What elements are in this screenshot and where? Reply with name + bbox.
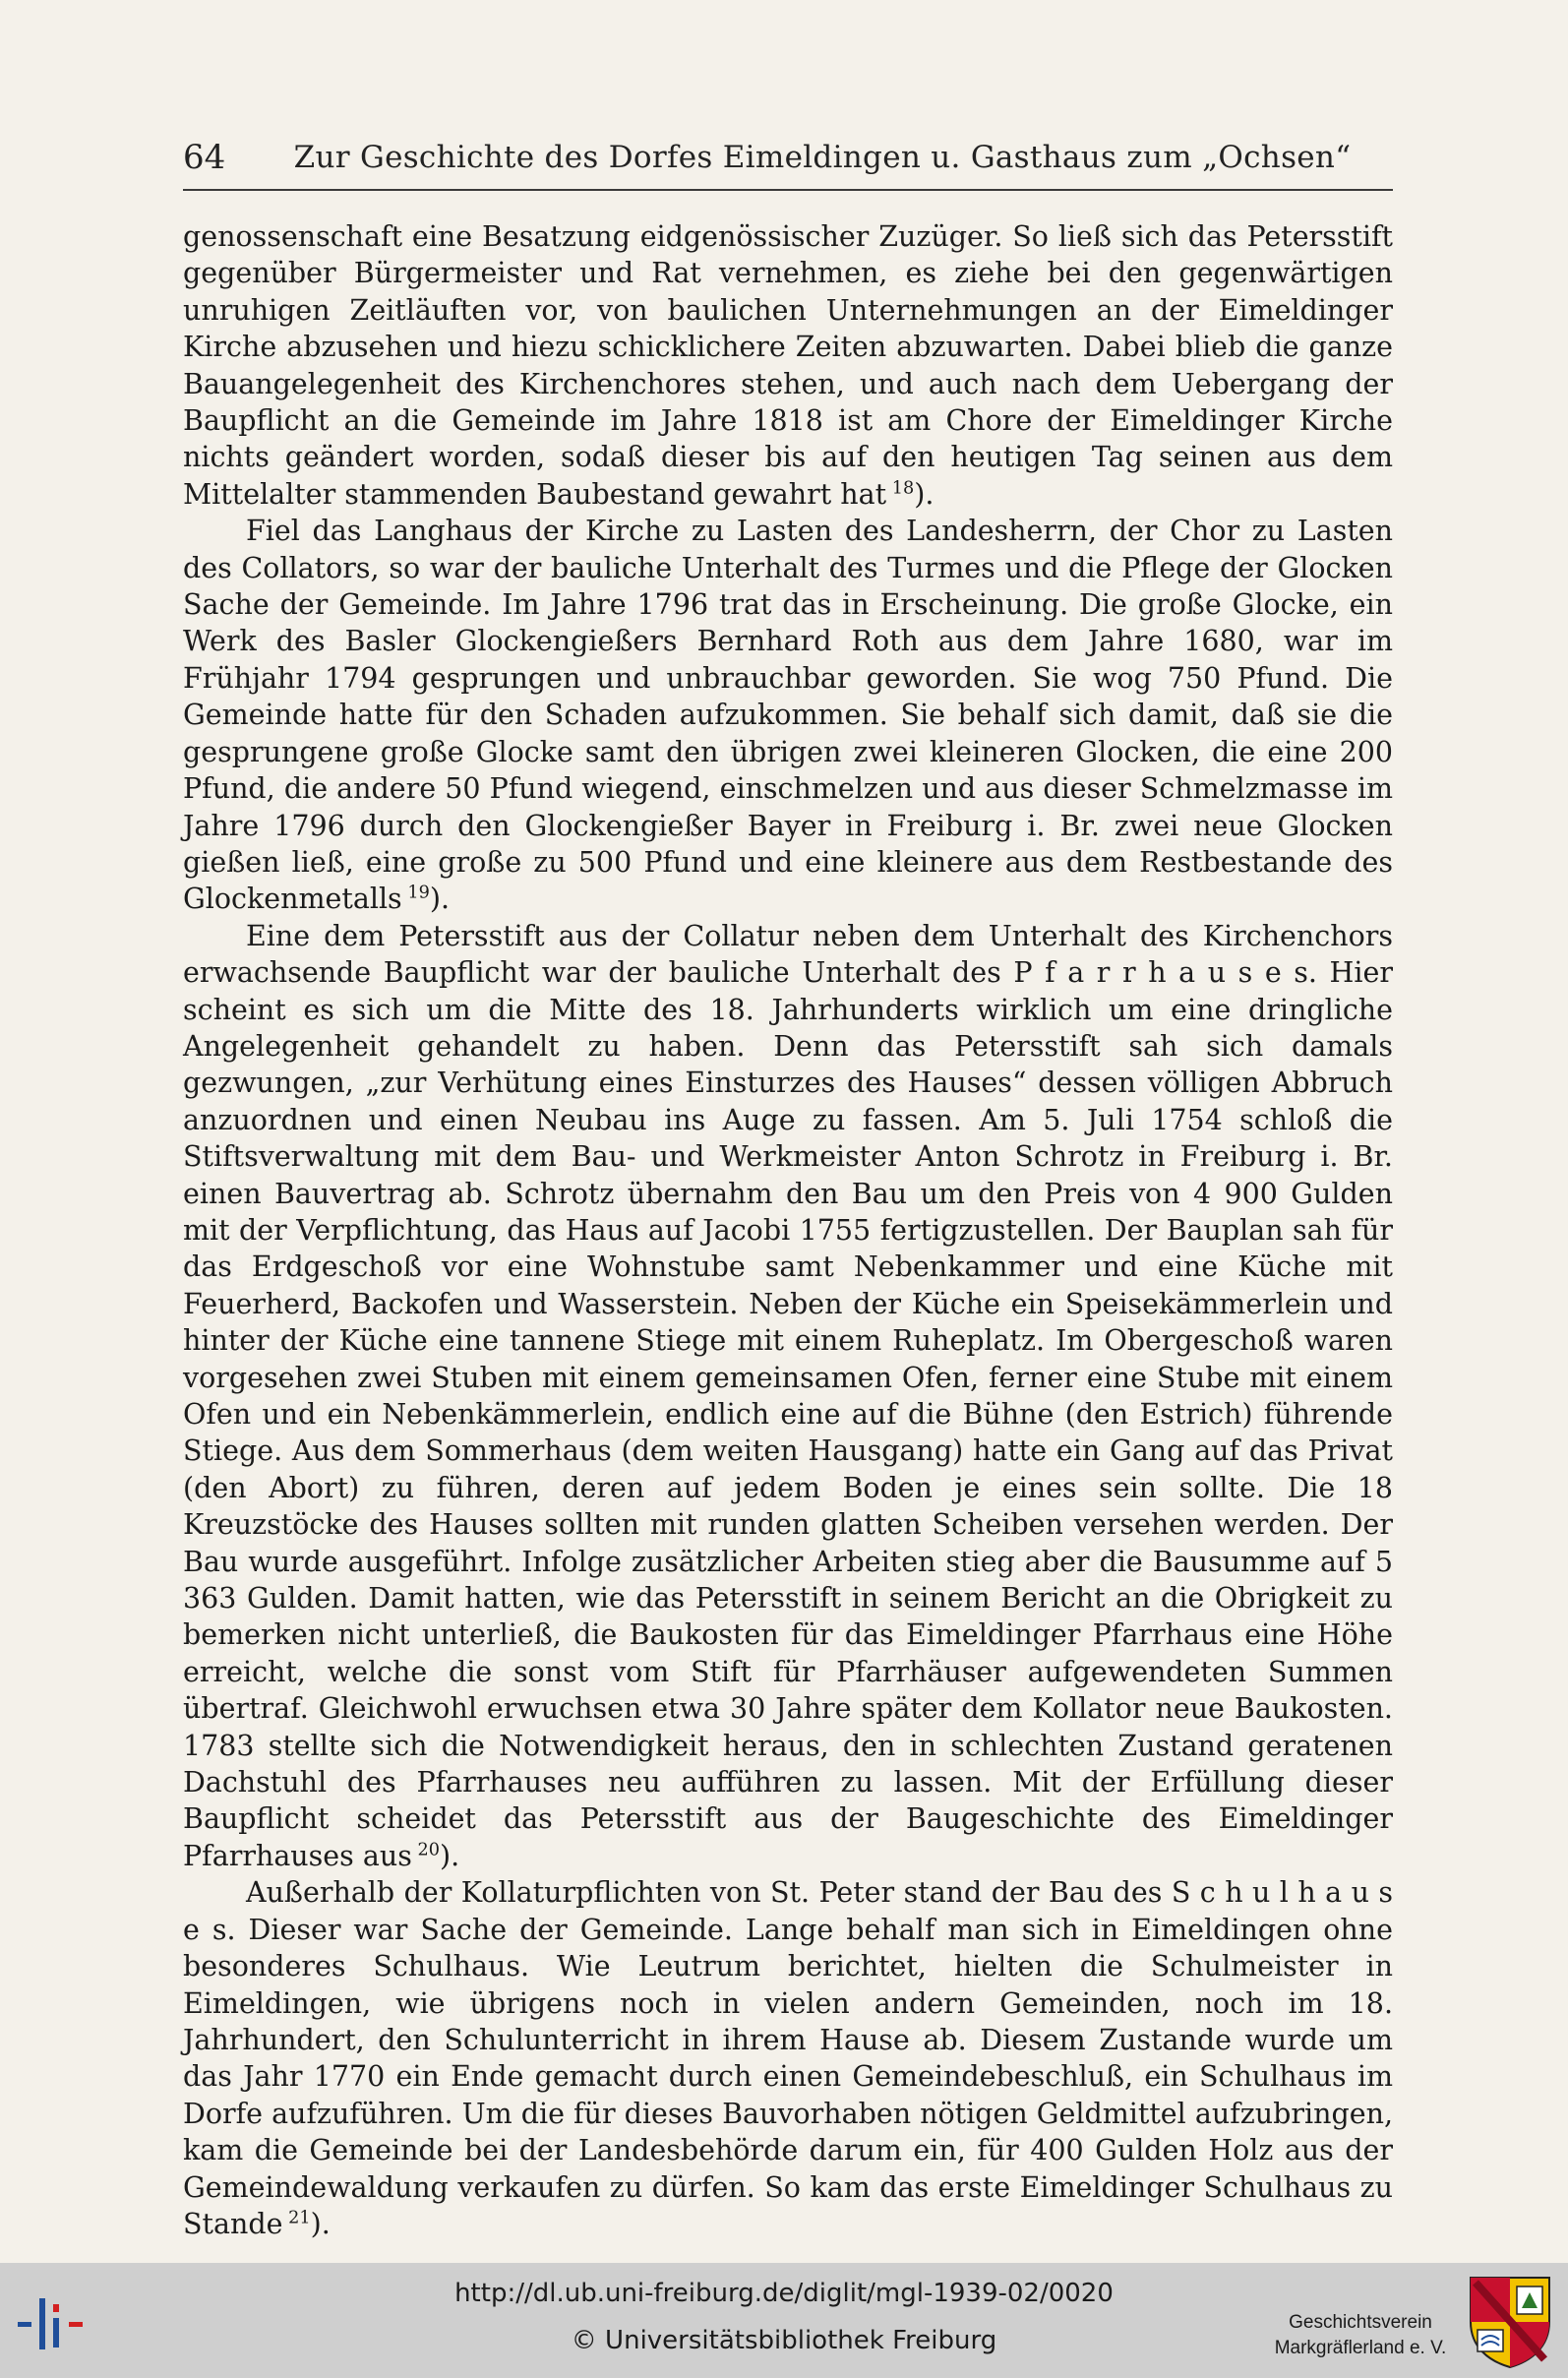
footnote-ref: 20 bbox=[417, 1840, 440, 1860]
page-number: 64 bbox=[183, 138, 226, 177]
paragraph bbox=[183, 218, 1393, 513]
paragraph-text: genossenschaft eine Besatzung eidgenössischer Zuzüger. So ließ sich das Petersstift gegenüber Bürgermeister und Rat vernehmen, es ziehe bei den gegenwärtigen unruhigen Zeitläuften vor, von baulichen Unternehmungen an der Eimeldinger Kirche abzusehen und hiezu schicklichere Zeiten abzuwarten. Dabei blieb die ganze Bauangelegenheit des Kirchenchores stehen, und auch nach dem Uebergang der Baupflicht an die Gemeinde im Jahre 1818 ist am Chore der Eimeldinger Kirche nichts geändert worden, sodaß dieser bis auf den heutigen Tag seinen aus dem Mittelalter stammenden Baubestand gewahrt hat bbox=[183, 220, 1393, 511]
markgraeflerland-crest-icon bbox=[1468, 2275, 1552, 2369]
running-head: Zur Geschichte des Dorfes Eimeldingen u. Gasthaus zum „Ochsen“ bbox=[293, 140, 1352, 175]
paragraph-text: Außerhalb der Kollaturpflichten von St. Peter stand der Bau des S c h u l h a u s e s. Dieser war Sache der Gemeinde. Lange behalf man sich in Eimeldingen ohne besonderes Schulhaus. Wie Leutrum berichtet, hielten die Schulmeister in Eimeldingen, wie übrigens noch in vielen andern Gemeinden, noch im 18. Jahrhundert, den Schulunterricht in ihrem Hause ab. Diesem Zustande wurde um das Jahr 1770 ein Ende gemacht durch einen Gemeindebeschluß, ein Schulhaus im Dorfe aufzuführen. Um die für dieses Bauvorhaben nötigen Geldmittel aufzubringen, kam die Gemeinde bei der Landesbehörde darum ein, für 400 Gulden Holz aus der Gemeindewaldung verkaufen zu dürfen. So kam das erste Eimeldinger Schulhaus zu Stande bbox=[183, 1876, 1393, 2240]
society-line-1: Geschichtsverein bbox=[1289, 2312, 1432, 2333]
paragraph bbox=[183, 918, 1393, 1875]
society-line-2: Markgräflerland e. V. bbox=[1274, 2338, 1447, 2358]
paragraph-tail: ). bbox=[440, 1839, 460, 1872]
paragraph-tail: ). bbox=[914, 477, 935, 511]
footnote-ref: 18 bbox=[891, 478, 915, 499]
copyright-notice: © Universitätsbibliothek Freiburg bbox=[571, 2326, 997, 2355]
footnote-ref: 19 bbox=[407, 883, 430, 903]
footnote-ref: 21 bbox=[288, 2208, 311, 2228]
paragraph-text: Fiel das Langhaus der Kirche zu Lasten des Landesherrn, der Chor zu Lasten des Collators, so war der bauliche Unterhalt des Turmes und die Pflege der Glocken Sache der Gemeinde. Im Jahre 1796 trat das in Erscheinung. Die große Glocke, ein Werk des Basler Glockengießers Bernhard Roth aus dem Jahre 1680, war im Frühjahr 1794 gesprungen und unbrauchbar geworden. Sie wog 750 Pfund. Die Gemeinde hatte für den Schaden aufzukommen. Sie behalf sich damit, daß sie die gesprungene große Glocke samt den übrigen zwei kleineren Glocken, die eine 200 Pfund, die andere 50 Pfund wiegend, einschmelzen und aus dieser Schmelzmasse im Jahre 1796 durch den Glockengießer Bayer in Freiburg i. Br. zwei neue Glocken gießen ließ, eine große zu 500 Pfund und eine kleinere aus dem Restbestande des Glockenmetalls bbox=[183, 515, 1393, 916]
paragraph-tail: ). bbox=[429, 883, 451, 916]
paragraph bbox=[183, 513, 1393, 917]
article-body bbox=[183, 218, 1393, 2242]
paragraph-tail: ). bbox=[310, 2207, 331, 2240]
viewer-footer bbox=[0, 2263, 1568, 2378]
page-header bbox=[183, 136, 1393, 185]
paragraph-text: Eine dem Petersstift aus der Collatur neben dem Unterhalt des Kirchenchors erwachsende Baupflicht war der bauliche Unterhalt des P f a r r h a u s e s. Hier scheint es sich um die Mitte des 18. Jahrhunderts wirklich um eine dringliche Angelegenheit gehandelt zu haben. Denn das Petersstift sah sich damals gezwungen, „zur Verhütung eines Einsturzes des Hauses“ dessen völligen Abbruch anzuordnen und einen Neubau ins Auge zu fassen. Am 5. Juli 1754 schloß die Stiftsverwaltung mit dem Bau- und Werkmeister Anton Schrotz in Freiburg i. Br. einen Bauvertrag ab. Schrotz übernahm den Bau um den Preis von 4 900 Gulden mit der Verpflichtung, das Haus auf Jacobi 1755 fertigzustellen. Der Bauplan sah für das Erdgeschoß vor eine Wohnstube samt Nebenkammer und eine Küche mit Feuerherd, Backofen und Wasserstein. Neben der Küche ein Speisekämmerlein und hinter der Küche eine tannene Stiege mit einem Ruheplatz. Im Obergeschoß waren vorgesehen zwei Stuben mit einem gemeinsamen Ofen, ferner eine Stube mit einem Ofen und ein Nebenkämmerlein, endlich eine auf die Bühne (den Estrich) führende Stiege. Aus dem Sommerhaus (dem weiten Hausgang) hatte ein Gang auf das Privat (den Abort) zu führen, deren auf jedem Boden je eines sein sollte. Die 18 Kreuzstöcke des Hauses sollten mit runden glatten Scheiben versehen werden. Der Bau wurde ausgeführt. Infolge zusätzlicher Arbeiten stieg aber die Bausumme auf 5 363 Gulden. Damit hatten, wie das Petersstift in seinem Bericht an die Obrigkeit zu bemerken nicht unterließ, die Baukosten für das Eimeldinger Pfarrhaus eine Höhe erreicht, welche die sonst vom Stift für Pfarrhäuser aufgewendeten Summen übertraf. Gleichwohl erwuchsen etwa 30 Jahre später dem Kollator neue Baukosten. 1783 stellte sich die Notwendigkeit heraus, den in schlechten Zustand geratenen Dachstuhl des Pfarrhauses neu aufführen zu lassen. Mit der Erfüllung dieser Baupflicht scheidet das Petersstift aus der Baugeschichte des Eimeldinger Pfarrhauses aus bbox=[183, 919, 1393, 1872]
document-url[interactable]: http://dl.ub.uni-freiburg.de/diglit/mgl-1939-02/0020 bbox=[454, 2279, 1114, 2308]
society-name bbox=[1262, 2310, 1459, 2361]
paragraph bbox=[183, 1874, 1393, 2242]
header-rule bbox=[183, 189, 1393, 191]
